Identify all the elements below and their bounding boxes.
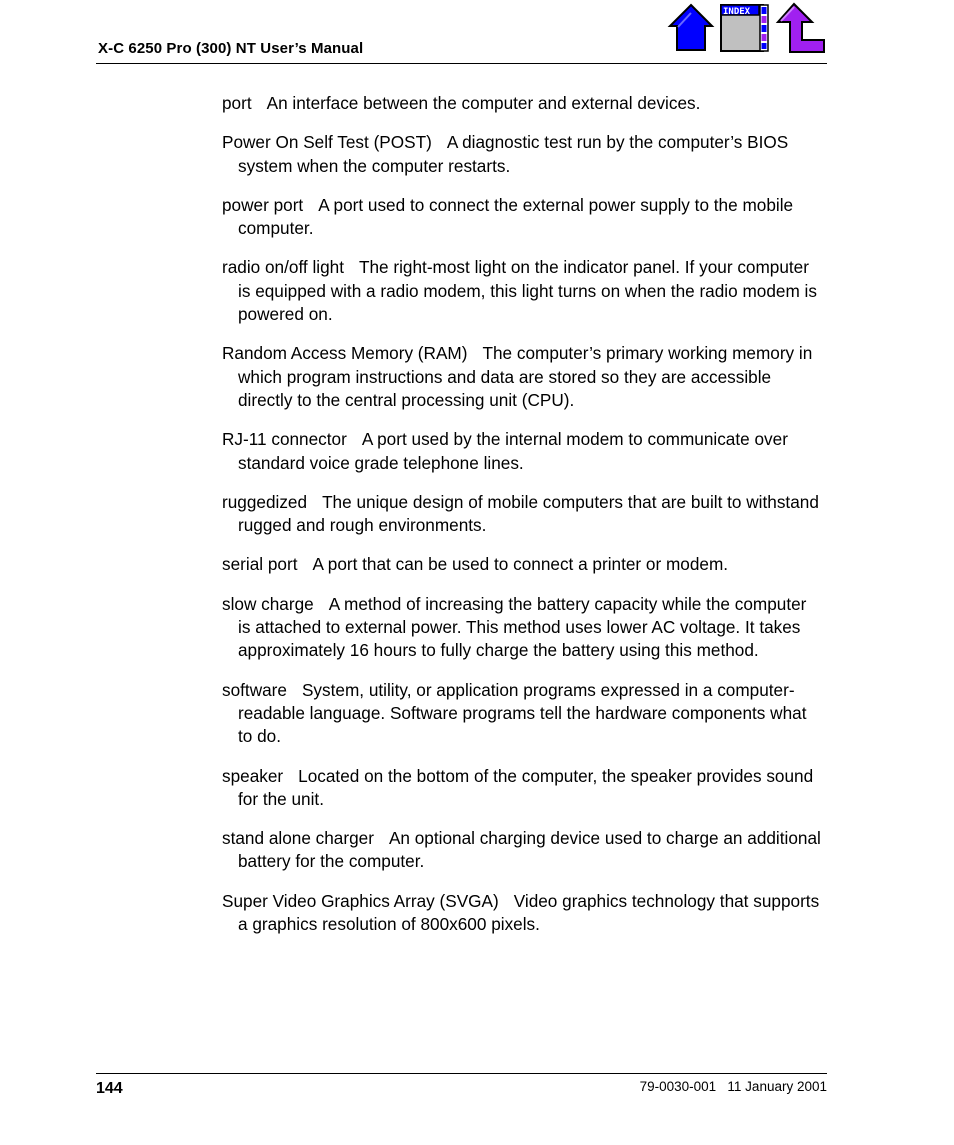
- up-arrow-icon[interactable]: [774, 2, 828, 54]
- header-rule: [96, 63, 827, 64]
- glossary-term: power port: [222, 194, 304, 215]
- glossary-entry-software: [222, 679, 822, 749]
- glossary-term: slow charge: [222, 593, 314, 614]
- glossary-definition: Located on the bottom of the computer, the speaker provides sound for the unit.: [238, 765, 814, 809]
- glossary-term: RJ-11 connector: [222, 429, 347, 450]
- glossary-definition: An interface between the computer and external devices.: [266, 93, 701, 113]
- glossary-term: serial port: [222, 554, 298, 575]
- glossary-definition: A method of increasing the battery capacity while the computer is attached to external power. This method uses lower AC voltage. It takes approximately 16 hours to fully charge the battery using this method.: [238, 593, 807, 661]
- glossary-entry-rj11: [222, 428, 822, 475]
- glossary-definition: Video graphics technology that supports a graphics resolution of 800x600 pixels.: [238, 890, 820, 935]
- glossary-entry-svga: [222, 890, 822, 937]
- manual-title: X-C 6250 Pro (300) NT User’s Manual: [98, 40, 364, 57]
- glossary-entry-speaker: [222, 765, 822, 812]
- glossary-entry-radio-light: [222, 256, 822, 326]
- home-icon[interactable]: [666, 2, 716, 54]
- glossary-term: stand alone charger: [222, 828, 374, 849]
- glossary-entry-slow-charge: [222, 593, 822, 663]
- glossary-entry-serial-port: [222, 553, 822, 576]
- glossary-term: Random Access Memory (RAM): [222, 343, 468, 364]
- glossary-definition: A diagnostic test run by the computer’s BIOS system when the computer restarts.: [238, 132, 789, 176]
- glossary-term: ruggedized: [222, 491, 308, 512]
- glossary-definition: An optional charging device used to charge an additional battery for the computer.: [238, 828, 821, 872]
- glossary-entry-port: [222, 92, 822, 115]
- document-number: 79-0030-001: [639, 1079, 717, 1094]
- navigation-icons: [666, 2, 828, 54]
- glossary-list: [222, 92, 822, 952]
- glossary-definition: System, utility, or application programs expressed in a computer-readable language. Software programs tell the hardware components what to do.: [238, 679, 807, 747]
- index-icon[interactable]: [718, 2, 770, 54]
- glossary-entry-power-port: [222, 194, 822, 241]
- glossary-definition: A port used to connect the external power supply to the mobile computer.: [238, 194, 794, 239]
- glossary-entry-ram: [222, 342, 822, 412]
- glossary-definition: A port that can be used to connect a printer or modem.: [312, 554, 729, 575]
- glossary-definition: The computer’s primary working memory in which program instructions and data are stored so they are accessible directly to the central processing unit (CPU).: [238, 343, 813, 410]
- glossary-definition: The right-most light on the indicator panel. If your computer is equipped with a radio modem, this light turns on when the radio modem is powered on.: [238, 257, 817, 325]
- glossary-entry-post: [222, 131, 822, 178]
- document-date: 11 January 2001: [727, 1079, 827, 1094]
- glossary-entry-stand-alone-charger: [222, 827, 822, 874]
- index-icon-label: INDEX: [723, 7, 751, 17]
- glossary-term: port: [222, 93, 252, 113]
- page-number: 144: [96, 1080, 123, 1097]
- glossary-term: speaker: [222, 765, 284, 786]
- document-info: [640, 1079, 827, 1094]
- footer-rule: [96, 1073, 827, 1074]
- glossary-definition: A port used by the internal modem to communicate over standard voice grade telephone lines.: [238, 429, 788, 473]
- glossary-entry-ruggedized: [222, 491, 822, 538]
- glossary-term: software: [222, 679, 287, 700]
- glossary-definition: The unique design of mobile computers that are built to withstand rugged and rough environments.: [238, 491, 819, 536]
- glossary-term: radio on/off light: [222, 257, 344, 278]
- glossary-term: Super Video Graphics Array (SVGA): [222, 890, 499, 911]
- glossary-term: Power On Self Test (POST): [222, 132, 432, 153]
